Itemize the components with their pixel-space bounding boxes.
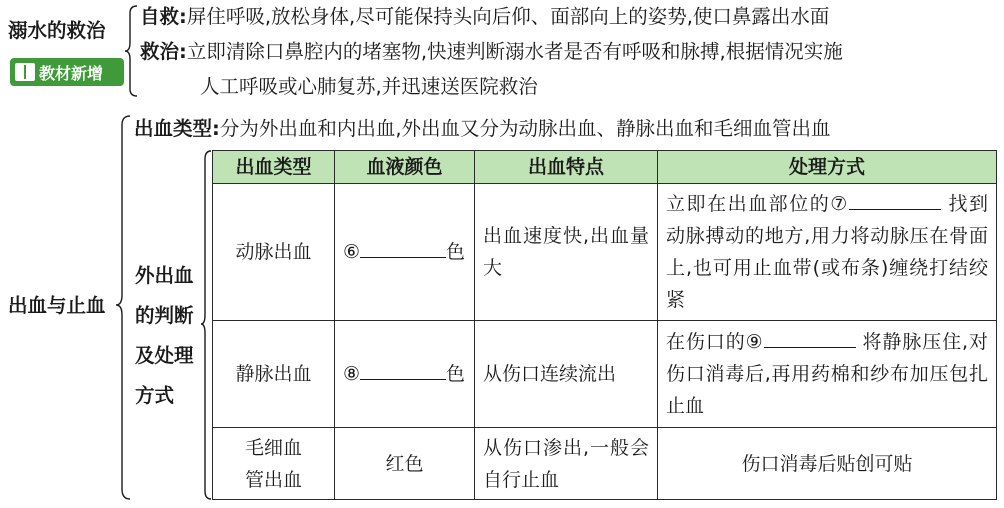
table-header-row (213, 151, 997, 184)
bleeding-types-text: 分为外出血和内出血,外出血又分为动脉出血、静脉出血和毛细血管出血 (219, 117, 831, 140)
self-rescue-line (140, 5, 829, 29)
fill-blank[interactable] (764, 328, 856, 348)
cell-treatment (658, 184, 997, 321)
fill-blank[interactable] (360, 360, 446, 380)
fill-blank[interactable] (849, 190, 941, 210)
cell-color (335, 321, 475, 428)
drowning-brace (124, 5, 138, 97)
color-suffix: 色 (446, 241, 466, 263)
treatment-text-1: 立即清除口鼻腔内的堵塞物,快速判断溺水者是否有呼吸和脉搏,根据情况实施 (186, 40, 843, 63)
cell-feature: 从伤口连续流出 (475, 321, 658, 428)
bleeding-table (212, 150, 997, 500)
col-header-color: 血液颜色 (335, 151, 475, 184)
subtitle-line: 方式 (135, 384, 175, 407)
cell-color: 红色 (335, 428, 475, 500)
bleeding-title: 出血与止血 (8, 294, 106, 317)
cell-type: 动脉出血 (213, 184, 335, 321)
treatment-post: 找到动脉搏动的地方,用力将动脉压在骨面上,也可用止血带(或布条)缠绕打结绞紧 (666, 193, 988, 311)
col-header-treatment: 处理方式 (658, 151, 997, 184)
treatment-line-1 (140, 40, 843, 64)
type-line: 毛细血 (244, 436, 302, 459)
subtitle-line: 外出血 (135, 264, 194, 287)
treatment-label: 救治: (140, 40, 187, 63)
bleeding-brace (115, 115, 131, 500)
bleeding-types-label: 出血类型: (134, 117, 220, 140)
type-line: 管出血 (244, 468, 302, 491)
subtitle-line: 及处理 (135, 344, 194, 367)
fill-blank[interactable] (360, 238, 446, 258)
bleeding-types-line (134, 117, 831, 141)
external-bleeding-subtitle (135, 256, 194, 416)
col-header-feature: 出血特点 (475, 151, 658, 184)
self-rescue-label: 自救: (140, 5, 187, 28)
treatment-pre: 在伤口的⑨ (666, 331, 764, 353)
col-header-type: 出血类型 (213, 151, 335, 184)
textbook-new-badge (10, 58, 124, 86)
cell-feature: 从伤口渗出,一般会自行止血 (475, 428, 658, 500)
table-row (213, 428, 997, 500)
treatment-pre: 立即在出血部位的⑦ (666, 193, 849, 215)
cell-type (213, 428, 335, 500)
subtitle-brace (200, 150, 212, 500)
table-row (213, 321, 997, 428)
badge-label: 教材新增 (39, 63, 104, 83)
cell-treatment (658, 321, 997, 428)
cell-type: 静脉出血 (213, 321, 335, 428)
cell-feature: 出血速度快,出血量大 (475, 184, 658, 321)
color-suffix: 色 (446, 363, 466, 385)
self-rescue-text: 屏住呼吸,放松身体,尽可能保持头向后仰、面部向上的姿势,使口鼻露出水面 (186, 5, 830, 28)
cell-color (335, 184, 475, 321)
blank-number: ⑧ (343, 363, 361, 385)
book-icon (15, 63, 35, 81)
drowning-title: 溺水的救治 (8, 19, 106, 42)
treatment-text-2: 人工呼吸或心肺复苏,并迅速送医院救治 (200, 75, 538, 98)
subtitle-line: 的判断 (135, 304, 194, 327)
blank-number: ⑥ (343, 241, 361, 263)
table-row (213, 184, 997, 321)
treatment-post: 将静脉压住,对伤口消毒后,再用药棉和纱布加压包扎止血 (666, 331, 988, 417)
cell-treatment: 伤口消毒后贴创可贴 (658, 428, 997, 500)
